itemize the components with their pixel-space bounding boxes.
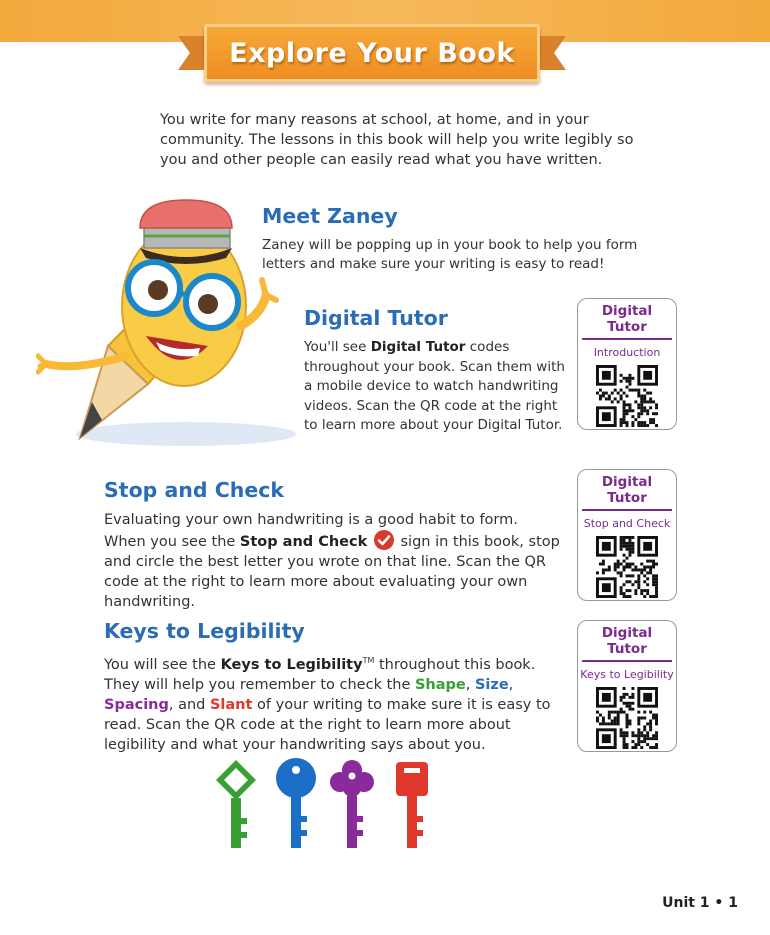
qr-card-keys-to-legibility[interactable] [577, 620, 677, 752]
keyword-size: Size [474, 676, 509, 693]
meet-zaney-section [262, 204, 642, 274]
keys-and: , and [168, 696, 210, 713]
keys-heading: Keys to Legibility [104, 619, 305, 643]
page-number: Unit 1 • 1 [662, 895, 738, 911]
blue-key-icon [276, 758, 316, 848]
meet-zaney-heading: Meet Zaney [262, 204, 398, 228]
keys-comma-1: , [465, 676, 475, 693]
qr-card-introduction[interactable] [577, 298, 677, 430]
right-pupil [198, 294, 218, 314]
keyword-shape: Shape [414, 676, 466, 693]
digital-tutor-text-part-1: You'll see [304, 339, 371, 355]
stop-and-check-section [104, 478, 564, 612]
keys-illustration [212, 758, 452, 854]
qr-card-subtitle: Keys to Legibility [580, 668, 674, 681]
qr-card-title: Digital Tutor [582, 621, 672, 662]
qr-code-icon[interactable] [596, 687, 658, 749]
red-key-icon [396, 762, 428, 848]
keyword-spacing: Spacing [104, 696, 169, 713]
stop-and-check-heading: Stop and Check [104, 478, 285, 502]
purple-key-icon [330, 760, 374, 848]
check-icon [374, 530, 394, 550]
stop-check-text-part-1: Evaluating your own handwriting is a good habit to form. When you see the [104, 512, 518, 550]
banner-plate [204, 24, 540, 82]
qr-card-subtitle: Stop and Check [583, 517, 671, 530]
digital-tutor-text [304, 338, 574, 436]
mascot-shadow [76, 422, 296, 446]
digital-tutor-section [304, 306, 574, 436]
digital-tutor-bold: Digital Tutor [370, 339, 466, 355]
left-hand [38, 356, 46, 372]
stop-check-text-part-2: sign in this book, stop and circle the best letter you wrote on that line. Scan the QR code at the right to learn more about evaluating your own handwriting. [104, 534, 560, 610]
keys-to-legibility-section [104, 619, 564, 755]
green-key-icon [216, 760, 256, 848]
title-banner [178, 14, 566, 84]
digital-tutor-heading: Digital Tutor [304, 306, 448, 330]
keys-bold: Keys to Legibility [220, 656, 363, 673]
stop-check-bold: Stop and Check [239, 534, 368, 550]
intro-section [160, 110, 640, 170]
intro-text: You write for many reasons at school, at home, and in your community. The lessons in this book will help you write legibly so you and other people can easily read what you have written. [160, 112, 634, 168]
stop-and-check-text [104, 510, 564, 612]
qr-card-stop-and-check[interactable] [577, 469, 677, 601]
keys-text-part-2: throughout this book. They will help you remember to check the [104, 656, 536, 693]
eraser-top [140, 200, 232, 228]
keys-text-part-3: of your writing to make sure it is easy to read. Scan the QR code at the right to learn more about legibility and what your handwriting says about you. [104, 696, 551, 753]
qr-code-icon[interactable] [596, 365, 658, 427]
keyword-slant: Slant [209, 696, 253, 713]
qr-card-title: Digital Tutor [582, 470, 672, 511]
keys-text [104, 651, 564, 755]
qr-card-title: Digital Tutor [582, 299, 672, 340]
meet-zaney-text: Zaney will be popping up in your book to help you form letters and make sure your writing is easy to read! [262, 237, 638, 272]
page-title: Explore Your Book [229, 37, 515, 69]
trademark-mark: TM [362, 656, 375, 665]
digital-tutor-text-part-2: codes throughout your book. Scan them with a mobile device to watch handwriting videos. Scan the QR code at the right to learn more about your Digital Tutor. [304, 339, 565, 433]
keys-comma-2: , [508, 676, 514, 693]
pointing-hand [262, 280, 276, 300]
qr-card-subtitle: Introduction [593, 346, 661, 359]
left-pupil [148, 280, 168, 300]
keys-text-part-1: You will see the [104, 656, 221, 673]
qr-code-icon[interactable] [596, 536, 658, 598]
